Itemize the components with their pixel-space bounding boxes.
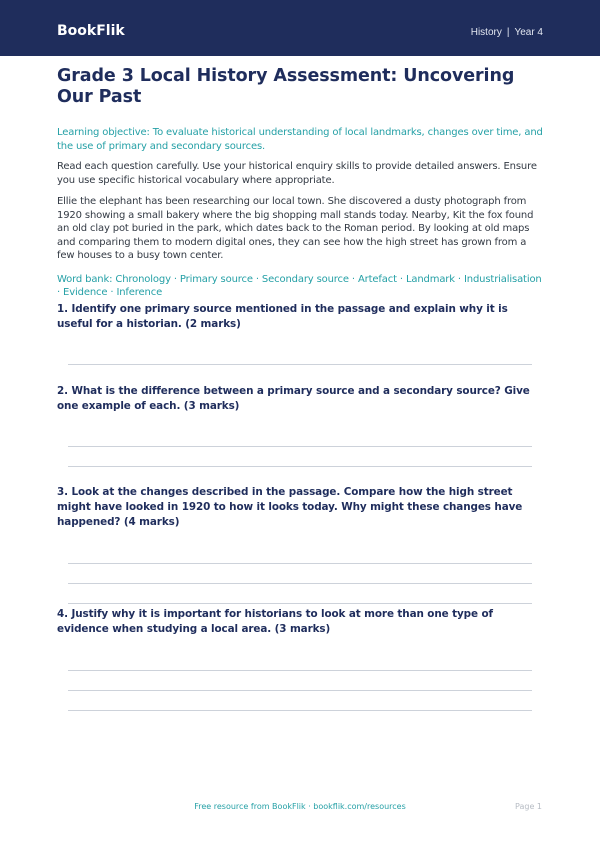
question-text-3: 3. Look at the changes described in the passage. Compare how the high street might have looked in 1920 to how it looks today. Why might these changes have happened? (4 marks) [57,486,523,528]
answer-line[interactable] [68,364,532,365]
answer-line[interactable] [68,710,532,711]
worksheet-title: Grade 3 Local History Assessment: Uncovering Our Past [57,66,515,107]
page-number: Page 1 [515,802,542,811]
answer-line[interactable] [68,563,532,564]
question-text-1: 1. Identify one primary source mentioned in the passage and explain why it is useful for a historian. (2 marks) [57,303,508,330]
footer-credit: Free resource from BookFlik · bookflik.com/resources [194,802,406,811]
instructions-text: Read each question carefully. Use your historical enquiry skills to provide detailed answers. Ensure you use specific historical vocabulary where appropriate. [57,161,537,186]
worksheet-intro [57,66,543,300]
answer-line[interactable] [68,466,532,467]
subject-label: History [470,27,502,38]
question-text-4: 4. Justify why it is important for historians to look at more than one type of evidence when studying a local area. (3 marks) [57,608,493,635]
question-block-1 [57,302,543,384]
answer-line[interactable] [68,583,532,584]
meta-separator: | [506,27,510,38]
answer-line[interactable] [68,446,532,447]
question-block-4 [57,607,543,730]
answer-line[interactable] [68,603,532,604]
learning-objective: Learning objective: To evaluate historical understanding of local landmarks, changes over time, and the use of primary and secondary sources. [57,127,543,152]
page-header [0,0,600,56]
question-text-2: 2. What is the difference between a primary source and a secondary source? Give one example of each. (3 marks) [57,385,530,412]
reading-passage: Ellie the elephant has been researching our local town. She discovered a dusty photograph from 1920 showing a small bakery where the big shopping mall stands today. Nearby, Kit the fox found an old clay pot buried in the park, which dates back to the Roman period. By looking at old maps and comparing them to modern digital ones, they can see how the high street has grown from a few houses to a busy town center. [57,196,534,261]
question-block-2 [57,384,543,486]
word-bank: Word bank: Chronology · Primary source · Secondary source · Artefact · Landmark · Industrialisation · Evidence · Inference [57,273,542,298]
answer-line[interactable] [68,690,532,691]
brand-logo-text: BookFlik [57,23,125,39]
answer-line[interactable] [68,670,532,671]
year-label: Year 4 [514,27,543,38]
subject-year-label [471,26,543,40]
question-block-3 [57,485,543,623]
